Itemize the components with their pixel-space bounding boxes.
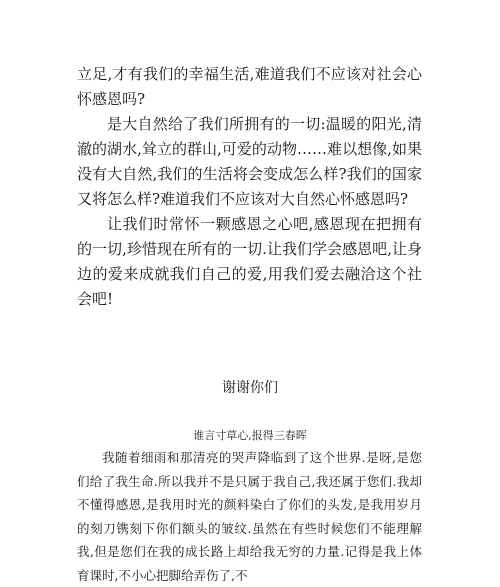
essay-paragraph-2: 是大自然给了我们所拥有的一切:温暖的阳光,清澈的湖水,耸立的群山,可爱的动物……难以想像,如果没有大自然,我们的生活将会变成怎么样?我们的国家又将怎么样?难道我们不应该对大自然心怀感恩吗? (77, 115, 422, 208)
essay-paragraph-1: 立足,才有我们的幸福生活,难道我们不应该对社会心怀感恩吗? (77, 65, 422, 108)
essay-paragraph-3: 让我们时常怀一颗感恩之心吧,感恩现在把拥有的一切,珍惜现在所有的一切.让我们学会感恩吧,让身边的爱来成就我们自己的爱,用我们爱去融洽这个社会吧! (77, 215, 422, 308)
essay-section (77, 62, 422, 312)
letter-subtitle: 谁言寸草心,报得三春晖 (193, 429, 307, 442)
letter-title: 谢谢你们 (222, 380, 278, 396)
letter-body-paragraph: 我随着细雨和那清亮的哭声降临到了这个世界.是呀,是您们给了我生命.所以我并不是只属于我自己,我还属于您们.我却不懂得感恩,是我用时光的颜料染白了你们的头发,是我用岁月的刻刀镌刻下你们额头的皱纹.虽然在有些时候您们不能理解我,但是您们在我的成长路上却给我无穷的力量.记得是我上体育课时,不小心把脚给弄伤了,不 (77, 450, 422, 583)
